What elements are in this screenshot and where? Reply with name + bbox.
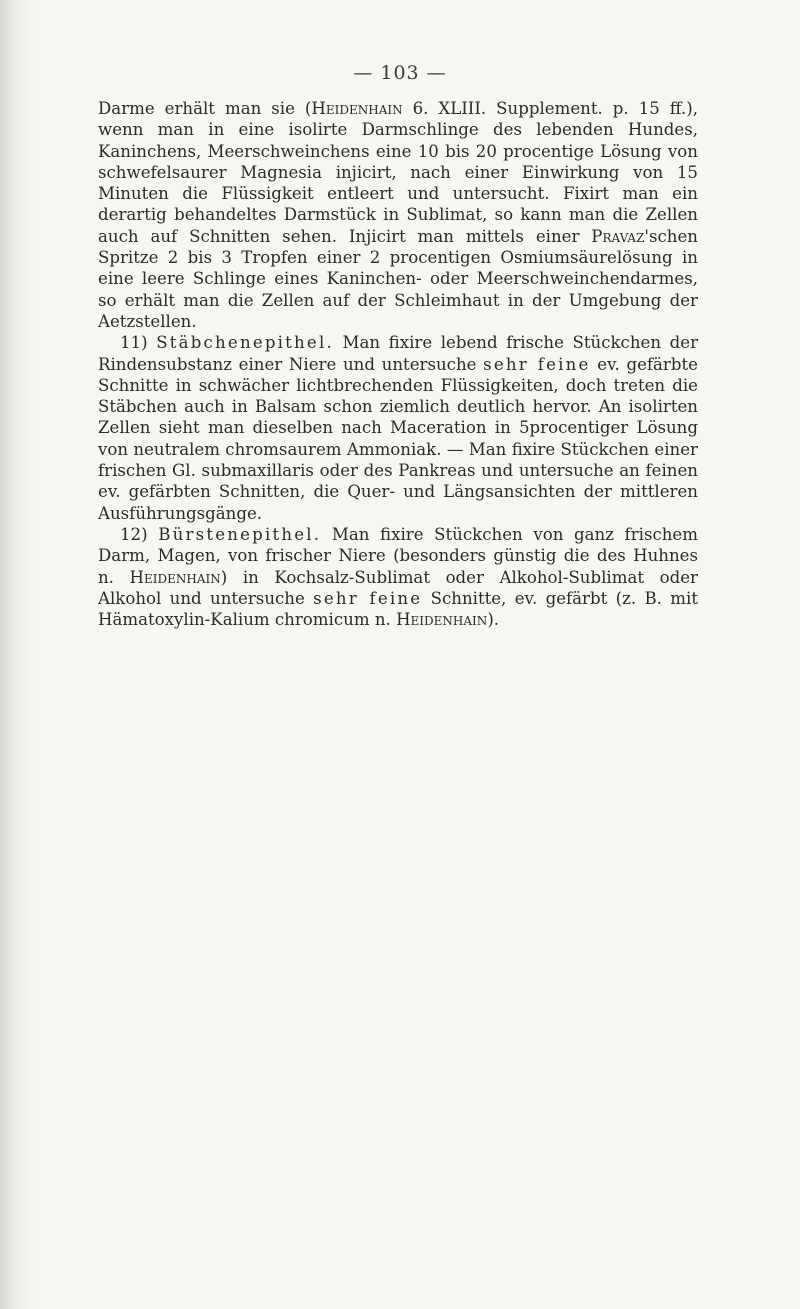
section-heading: Stäbchenepithel. bbox=[156, 333, 334, 353]
section-number: 11) bbox=[120, 333, 148, 353]
section-heading: Bürstenepithel. bbox=[158, 524, 322, 544]
section-number: 12) bbox=[120, 524, 148, 544]
emphasis-text: sehr feine bbox=[313, 588, 423, 608]
paragraph-continuation bbox=[98, 98, 698, 332]
page-number: — 103 — bbox=[353, 62, 447, 84]
text-run: Schnitte, ev. gefärbt (z. B. mit Hämatoxylin-Kalium chromicum n. bbox=[98, 588, 698, 630]
text-run: Man fixire lebend frische Stückchen der Rindensubstanz einer Niere und untersuche bbox=[98, 333, 699, 374]
emphasis-text: sehr feine bbox=[483, 354, 591, 374]
text-run: 6. XLIII. Supplement. p. 15 ff.), wenn man in eine isolirte Darmschlinge des lebenden Hundes, Kaninchens, Meerschweinchens eine 10 bis 20 procentige Lösung von schwefelsaurer Magnesia injicirt, nach einer Einwirkung von 15 Minuten die Flüssigkeit entleert und untersucht. Fixirt man ein derartig behandeltes Darmstück in Sublimat, so kann man die Zellen auch auf Schnitten sehen. Injicirt man mittels einer bbox=[98, 99, 698, 246]
author-name: Pravaz bbox=[591, 226, 645, 246]
text-run: ). bbox=[487, 610, 500, 630]
text-run: ) in Kochsalz-Sublimat oder Alkohol-Sublimat oder Alkohol und untersuche bbox=[98, 567, 698, 608]
author-name: Heidenhain bbox=[396, 610, 488, 630]
paragraph-staebchenepithel bbox=[98, 332, 698, 524]
body-text bbox=[98, 98, 698, 630]
text-run: Man fixire Stückchen von ganz frischem Darm, Magen, von frischer Niere (besonders günstig die des Huhnes n. bbox=[98, 524, 698, 587]
text-run: 'schen Spritze 2 bis 3 Tropfen einer 2 procentigen Osmiumsäurelösung in eine leere Schlinge eines Kaninchen- oder Meerschweinchendarmes, so erhält man die Zellen auf der Schleimhaut in der Umgebung der Aetzstellen. bbox=[98, 226, 698, 331]
text-run: ev. gefärbte Schnitte in schwächer lichtbrechenden Flüssigkeiten, doch treten die Stäbchen auch in Balsam schon ziemlich deutlich hervor. An isolirten Zellen sieht man dieselben nach Maceration in 5procentiger Lösung von neutralem chromsaurem Ammoniak. — Man fixire Stückchen einer frischen Gl. submaxillaris oder des Pankreas und untersuche an feinen ev. gefärbten Schnitten, die Quer- und Längsansichten der mittleren Ausführungsgänge. bbox=[98, 354, 698, 523]
text-run: Darme erhält man sie ( bbox=[98, 99, 312, 118]
paragraph-buerstenepithel bbox=[98, 524, 698, 630]
author-name: Heidenhain bbox=[129, 567, 221, 587]
author-name: Heidenhain bbox=[311, 99, 403, 118]
